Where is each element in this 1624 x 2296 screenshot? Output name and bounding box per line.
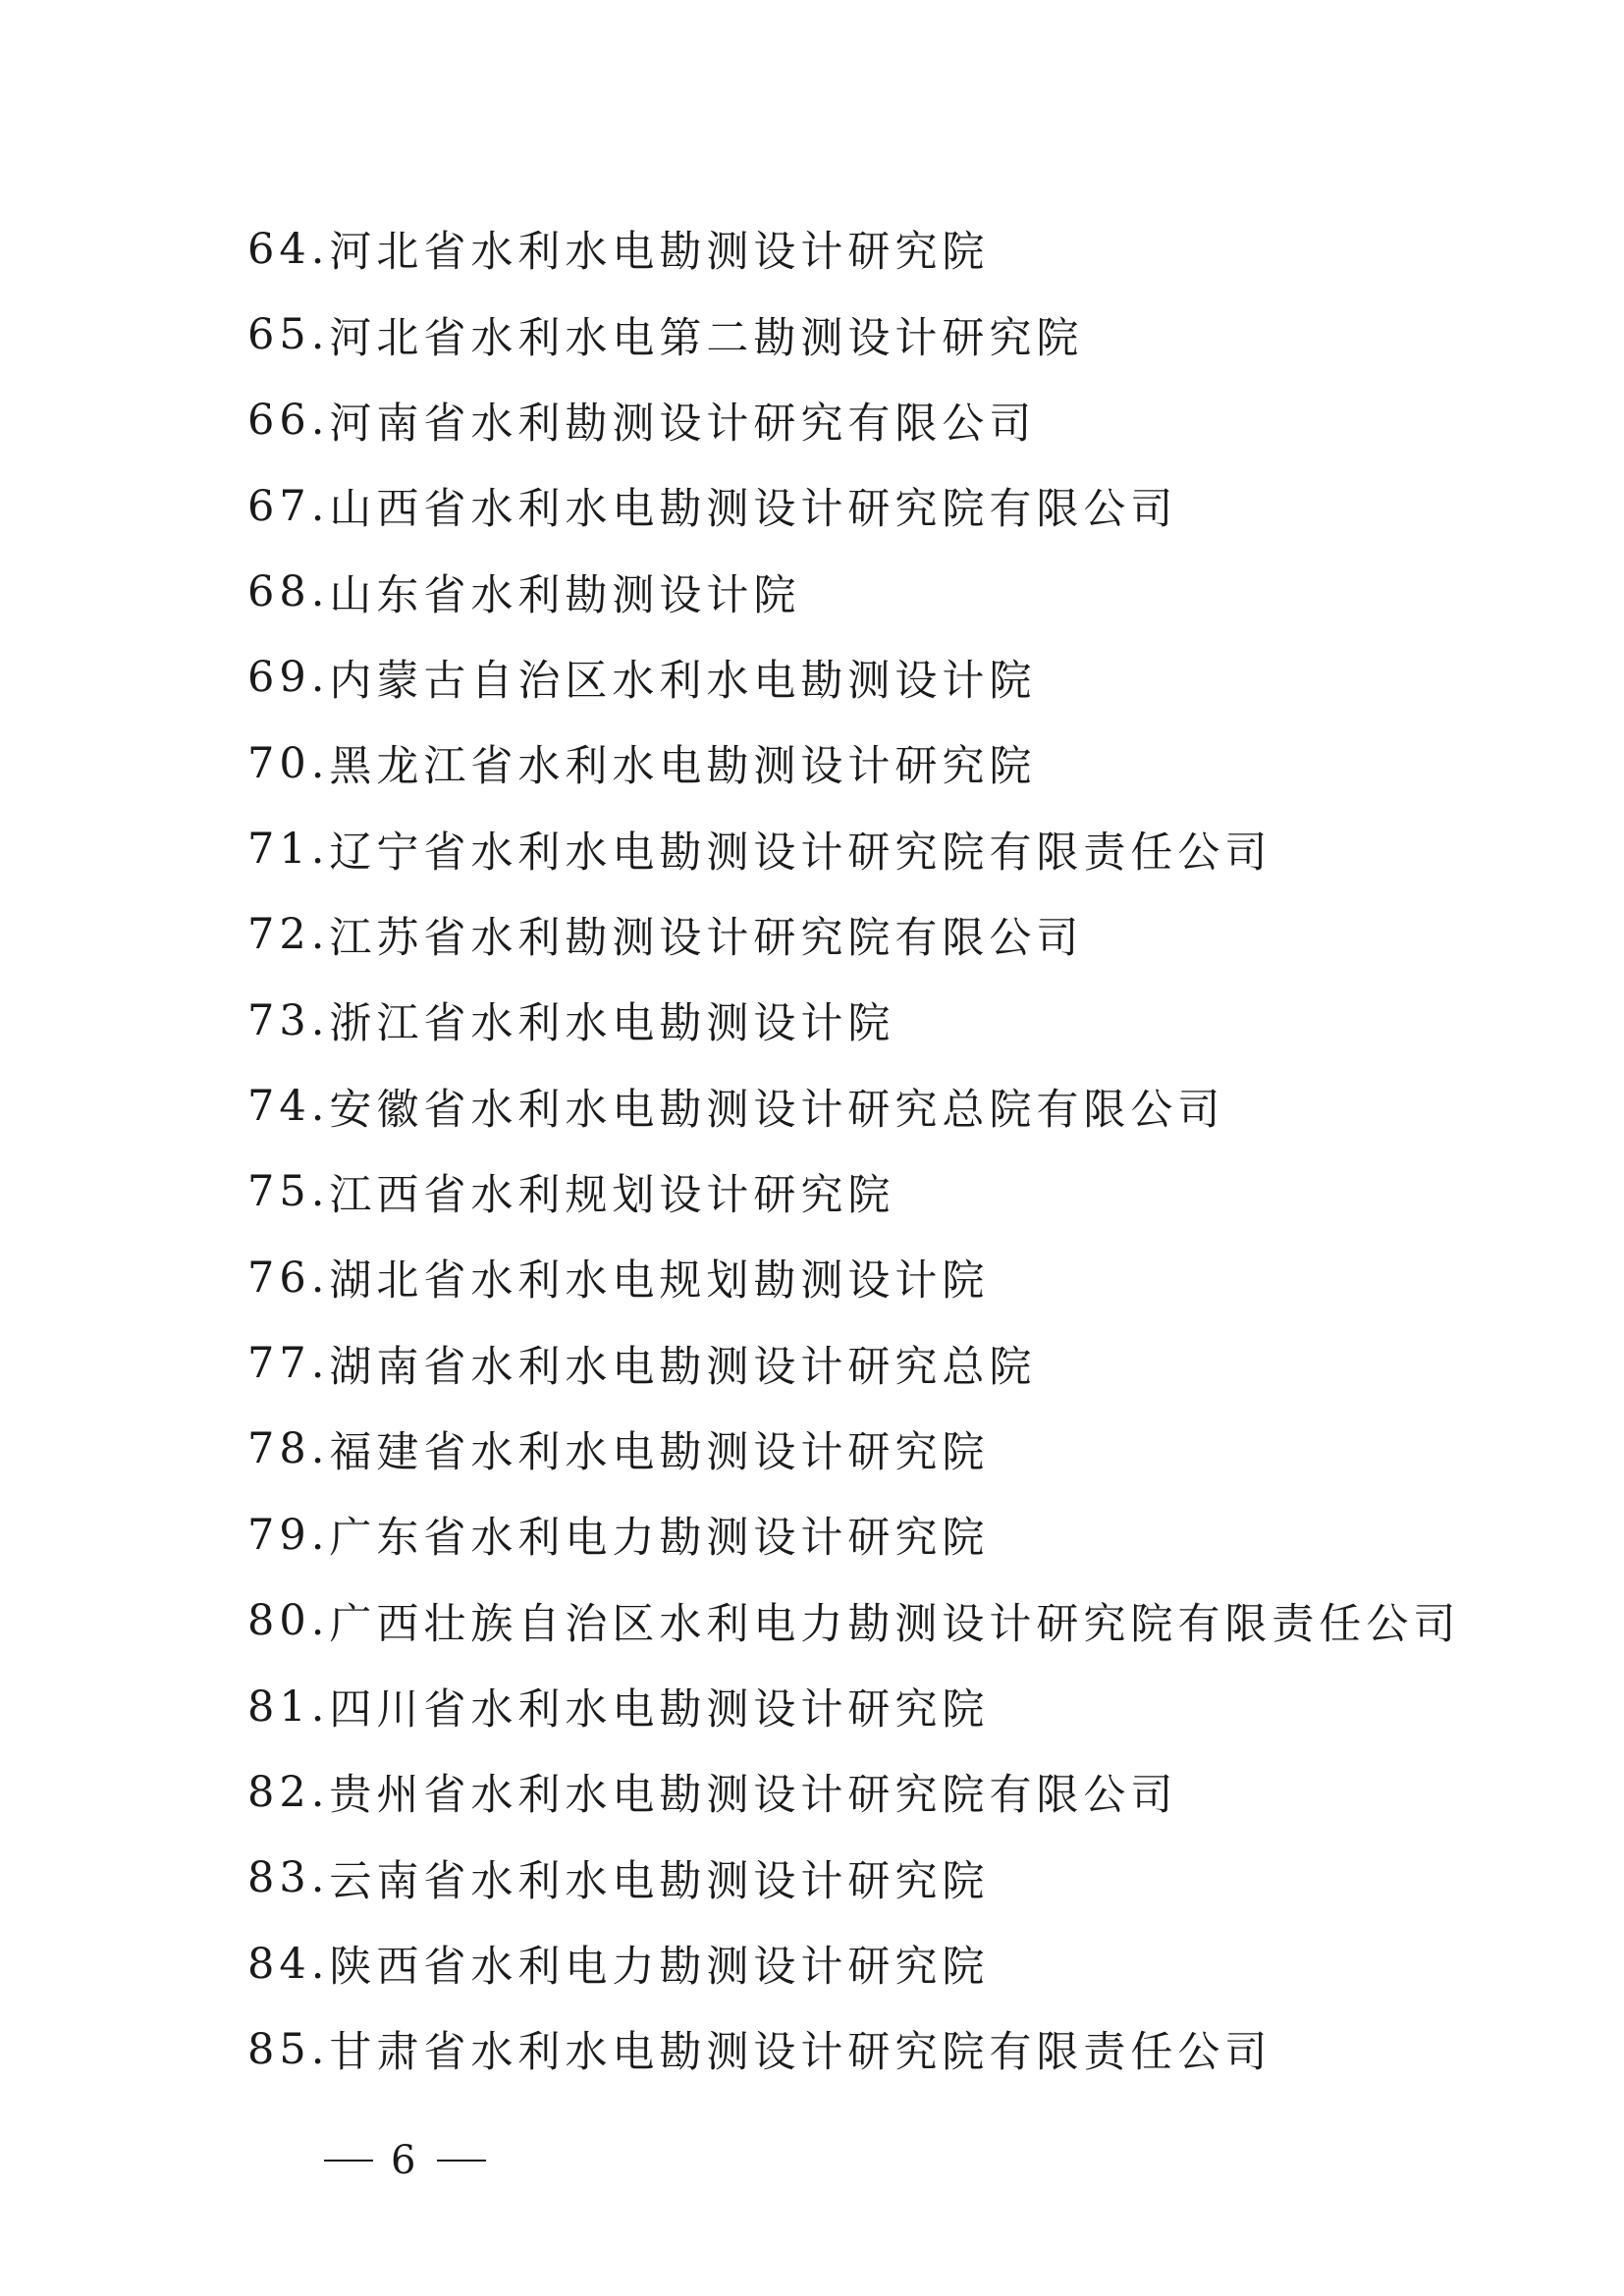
item-name: 河北省水利水电勘测设计研究院 bbox=[329, 228, 990, 278]
item-number: 68. bbox=[247, 567, 330, 617]
item-name: 江西省水利规划设计研究院 bbox=[329, 1170, 895, 1220]
item-name: 广西壮族自治区水利电力勘测设计研究院有限责任公司 bbox=[329, 1599, 1461, 1649]
organization-list bbox=[247, 206, 1524, 2093]
item-name: 安徽省水利水电勘测设计研究总院有限公司 bbox=[329, 1085, 1225, 1135]
item-name: 浙江省水利水电勘测设计院 bbox=[329, 999, 895, 1049]
list-item bbox=[247, 1320, 1524, 1406]
item-name: 湖北省水利水电规划勘测设计院 bbox=[329, 1256, 990, 1307]
item-number: 69. bbox=[247, 653, 330, 703]
item-number: 79. bbox=[247, 1510, 330, 1560]
item-number: 75. bbox=[247, 1167, 330, 1217]
item-name: 贵州省水利水电勘测设计研究院有限公司 bbox=[329, 1771, 1178, 1821]
item-name: 陕西省水利电力勘测设计研究院 bbox=[329, 1943, 990, 1993]
item-name: 山东省水利勘测设计院 bbox=[329, 570, 801, 620]
item-number: 70. bbox=[247, 738, 330, 788]
item-number: 67. bbox=[247, 481, 330, 531]
item-name: 湖南省水利水电勘测设计研究总院 bbox=[329, 1342, 1037, 1392]
item-number: 74. bbox=[247, 1082, 330, 1132]
item-number: 71. bbox=[247, 825, 330, 875]
list-item bbox=[247, 206, 1524, 292]
list-item bbox=[247, 1836, 1524, 1921]
item-number: 85. bbox=[247, 2024, 330, 2074]
item-number: 66. bbox=[247, 396, 330, 446]
item-name: 广东省水利电力勘测设计研究院 bbox=[329, 1514, 990, 1564]
page-footer bbox=[324, 2138, 486, 2183]
list-item bbox=[247, 1921, 1524, 2006]
list-item bbox=[247, 978, 1524, 1063]
list-item bbox=[247, 463, 1524, 549]
item-number: 77. bbox=[247, 1339, 330, 1389]
item-name: 四川省水利水电勘测设计研究院 bbox=[329, 1685, 990, 1735]
footer-dash-left bbox=[324, 2160, 373, 2162]
list-item bbox=[247, 1149, 1524, 1235]
item-number: 64. bbox=[247, 224, 330, 274]
list-item bbox=[247, 892, 1524, 978]
item-name: 内蒙古自治区水利水电勘测设计院 bbox=[329, 656, 1037, 706]
list-item bbox=[247, 1664, 1524, 1749]
list-item bbox=[247, 1578, 1524, 1664]
item-number: 65. bbox=[247, 310, 330, 360]
item-name: 黑龙江省水利水电勘测设计研究院 bbox=[329, 742, 1037, 792]
item-number: 78. bbox=[247, 1424, 330, 1474]
list-item bbox=[247, 549, 1524, 634]
item-name: 河南省水利勘测设计研究有限公司 bbox=[329, 399, 1037, 449]
list-item bbox=[247, 1063, 1524, 1148]
item-number: 81. bbox=[247, 1682, 330, 1732]
item-name: 江苏省水利勘测设计研究院有限公司 bbox=[329, 913, 1084, 963]
list-item bbox=[247, 635, 1524, 721]
list-item bbox=[247, 292, 1524, 377]
footer-dash-right bbox=[437, 2160, 486, 2162]
item-number: 84. bbox=[247, 1939, 330, 1989]
list-item bbox=[247, 378, 1524, 463]
list-item bbox=[247, 2006, 1524, 2092]
item-name: 辽宁省水利水电勘测设计研究院有限责任公司 bbox=[329, 828, 1272, 878]
list-item bbox=[247, 1492, 1524, 1577]
list-item bbox=[247, 806, 1524, 891]
item-name: 福建省水利水电勘测设计研究院 bbox=[329, 1427, 990, 1477]
item-name: 云南省水利水电勘测设计研究院 bbox=[329, 1856, 990, 1906]
item-number: 80. bbox=[247, 1596, 330, 1646]
list-item bbox=[247, 1235, 1524, 1320]
item-number: 73. bbox=[247, 995, 330, 1045]
item-number: 82. bbox=[247, 1767, 330, 1817]
item-number: 76. bbox=[247, 1253, 330, 1303]
list-item bbox=[247, 1407, 1524, 1492]
item-name: 山西省水利水电勘测设计研究院有限公司 bbox=[329, 485, 1178, 535]
item-name: 河北省水利水电第二勘测设计研究院 bbox=[329, 313, 1084, 363]
item-number: 83. bbox=[247, 1853, 330, 1903]
item-name: 甘肃省水利水电勘测设计研究院有限责任公司 bbox=[329, 2028, 1272, 2078]
page-number: 6 bbox=[391, 2138, 420, 2183]
item-number: 72. bbox=[247, 910, 330, 960]
list-item bbox=[247, 1749, 1524, 1835]
list-item bbox=[247, 721, 1524, 806]
